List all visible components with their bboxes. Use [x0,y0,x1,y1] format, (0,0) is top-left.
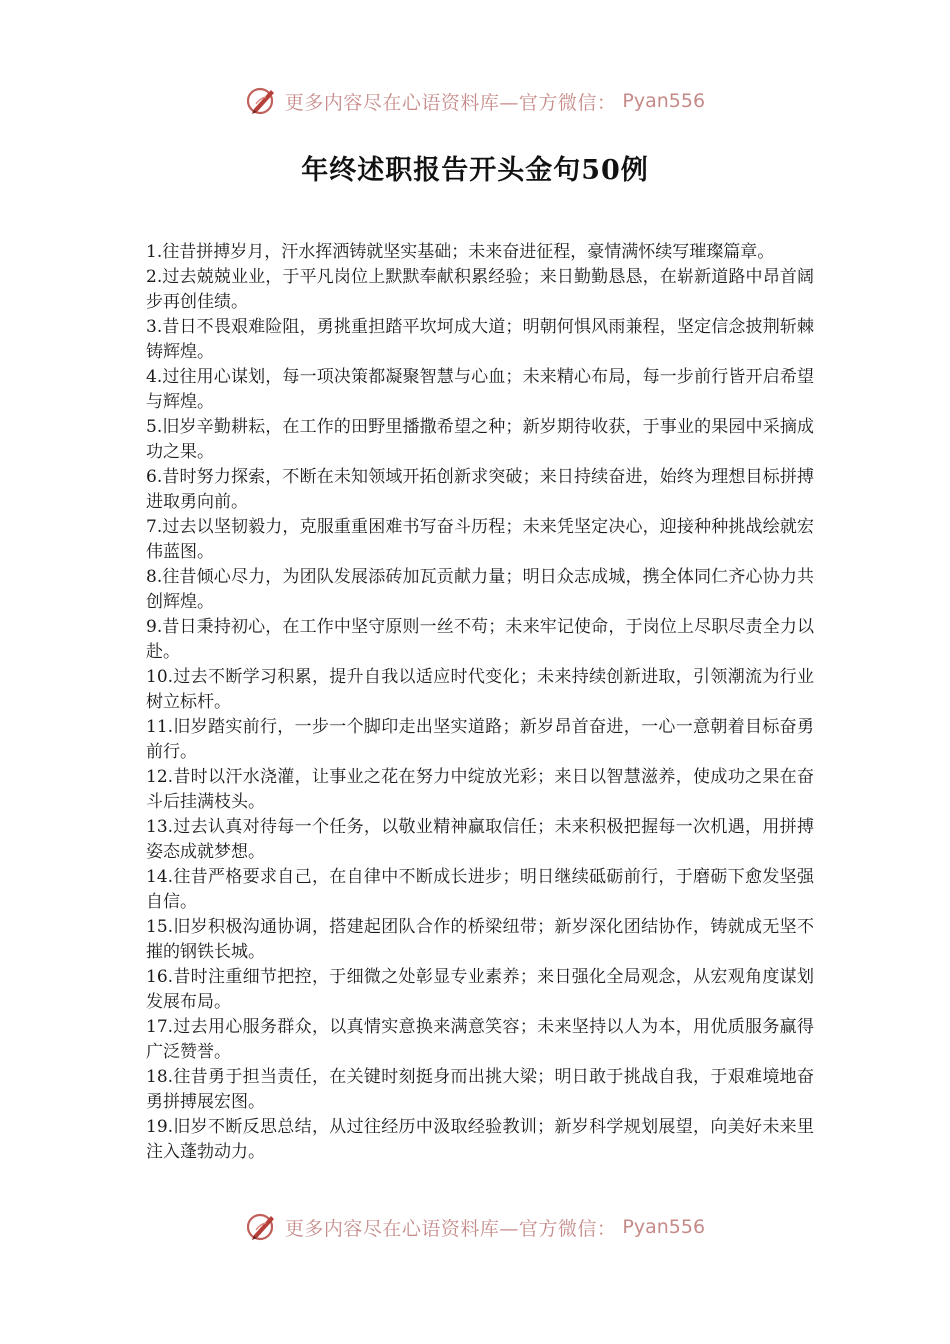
list-item: 8.往昔倾心尽力，为团队发展添砖加瓦贡献力量；明日众志成城，携全体同仁齐心协力共创辉煌。 [146,567,814,612]
pen-logo-icon [245,1210,279,1244]
list-item: 9.昔日秉持初心，在工作中坚守原则一丝不苟；未来牢记使命，于岗位上尽职尽责全力以赴。 [146,617,814,662]
list-item: 19.旧岁不断反思总结，从过往经历中汲取经验教训；新岁科学规划展望，向美好未来里注入蓬勃动力。 [146,1117,814,1162]
list-item: 18.往昔勇于担当责任，在关键时刻挺身而出挑大梁；明日敢于挑战自我，于艰难境地奋勇拼搏展宏图。 [146,1067,814,1112]
list-item: 6.昔时努力探索，不断在未知领域开拓创新求突破；来日持续奋进，始终为理想目标拼搏进取勇向前。 [146,467,814,512]
banner-text: 更多内容尽在心语资料库—官方微信： [284,91,617,114]
list-item: 1.往昔拼搏岁月，汗水挥洒铸就坚实基础；未来奋进征程，豪情满怀续写璀璨篇章。 [146,242,775,262]
footer-banner [0,1210,950,1244]
banner-text: 更多内容尽在心语资料库—官方微信： [284,1217,617,1240]
list-item: 14.往昔严格要求自己，在自律中不断成长进步；明日继续砥砺前行，于磨砺下愈发坚强自信。 [146,867,814,912]
list-item: 7.过去以坚韧毅力，克服重重困难书写奋斗历程；未来凭坚定决心，迎接种种挑战绘就宏伟蓝图。 [146,517,814,562]
header-banner [0,84,950,118]
banner-wechat-id: Pyan556 [622,1216,706,1238]
banner-wechat-id: Pyan556 [622,90,706,112]
list-item: 4.过往用心谋划，每一项决策都凝聚智慧与心血；未来精心布局，每一步前行皆开启希望与辉煌。 [146,367,814,412]
list-item: 13.过去认真对待每一个任务，以敬业精神赢取信任；未来积极把握每一次机遇，用拼搏姿态成就梦想。 [146,817,814,862]
pen-logo-icon [245,84,279,118]
list-item: 3.昔日不畏艰难险阻，勇挑重担踏平坎坷成大道；明朝何惧风雨兼程，坚定信念披荆斩棘铸辉煌。 [146,317,814,362]
list-item: 16.昔时注重细节把控，于细微之处彰显专业素养；来日强化全局观念，从宏观角度谋划发展布局。 [146,967,814,1012]
list-item: 17.过去用心服务群众，以真情实意换来满意笑容；未来坚持以人为本，用优质服务赢得广泛赞誉。 [146,1017,814,1062]
page-title: 年终述职报告开头金句50例 [301,155,649,186]
list-item: 5.旧岁辛勤耕耘，在工作的田野里播撒希望之种；新岁期待收获，于事业的果园中采摘成功之果。 [146,417,814,462]
quote-list [146,240,814,1165]
list-item: 2.过去兢兢业业，于平凡岗位上默默奉献积累经验；来日勤勤恳恳，在崭新道路中昂首阔步再创佳绩。 [146,267,814,312]
list-item: 15.旧岁积极沟通协调，搭建起团队合作的桥梁纽带；新岁深化团结协作，铸就成无坚不摧的钢铁长城。 [146,917,814,962]
list-item: 10.过去不断学习积累，提升自我以适应时代变化；未来持续创新进取，引领潮流为行业树立标杆。 [146,667,814,712]
list-item: 11.旧岁踏实前行，一步一个脚印走出坚实道路；新岁昂首奋进，一心一意朝着目标奋勇前行。 [146,717,814,762]
list-item: 12.昔时以汗水浇灌，让事业之花在努力中绽放光彩；来日以智慧滋养，使成功之果在奋斗后挂满枝头。 [146,767,814,812]
